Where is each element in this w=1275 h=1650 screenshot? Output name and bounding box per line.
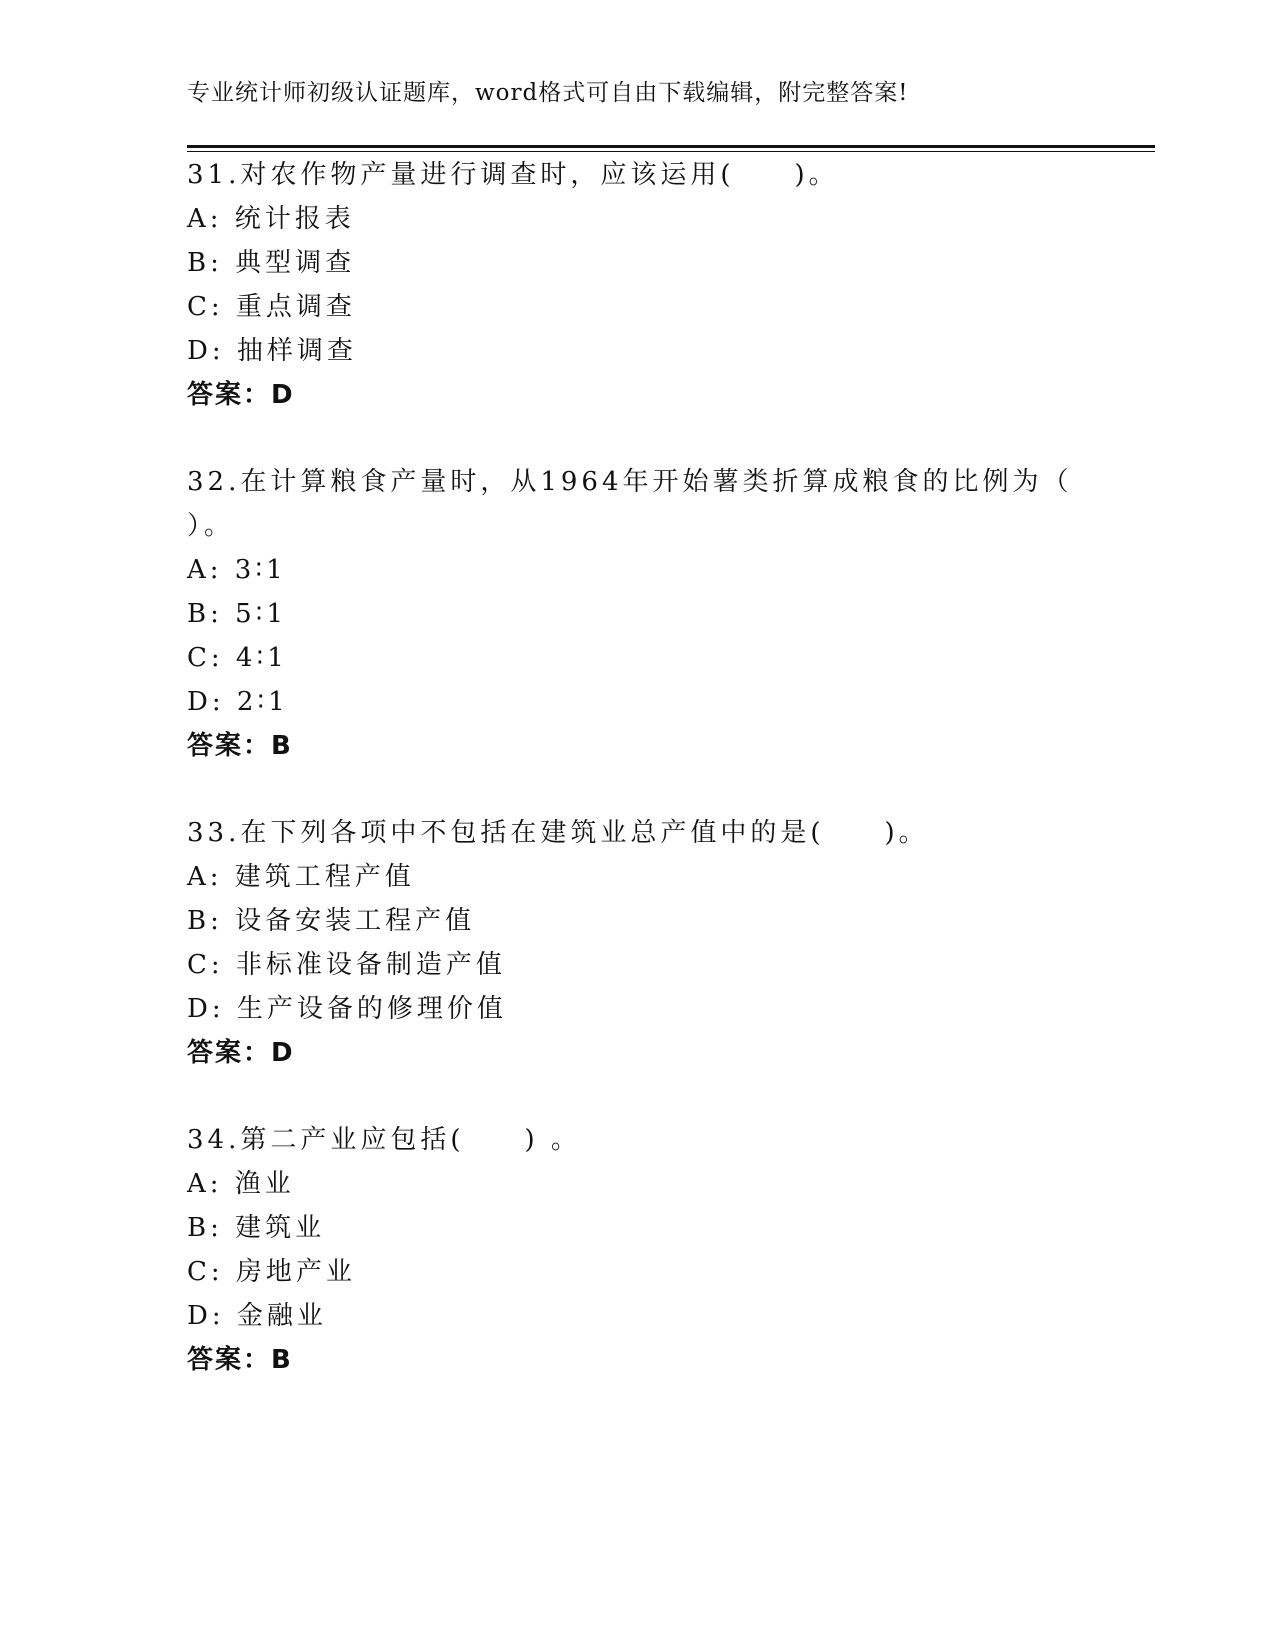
question-34-option-d: D: 金融业 [187,1301,327,1331]
header-rule-thick [187,145,1155,148]
header-rule-thin [187,151,1155,152]
page-header: 专业统计师初级认证题库，word格式可自由下载编辑，附完整答案! [187,80,909,106]
question-31-option-b: B: 典型调查 [187,248,356,278]
question-31-option-d: D: 抽样调查 [187,336,357,366]
question-32-answer: 答案：B [187,731,293,761]
question-34-option-a: A: 渔业 [187,1169,295,1199]
question-32-stem-continued: ）。 [187,511,235,541]
question-34-stem: 34.第二产业应包括( ) 。 [187,1125,581,1155]
question-34-option-c: C: 房地产业 [187,1257,356,1287]
question-32-option-c: C: 4∶1 [187,643,288,673]
question-32-option-b: B: 5∶1 [187,599,287,629]
question-33-option-d: D: 生产设备的修理价值 [187,994,507,1024]
question-32-option-d: D: 2∶1 [187,687,289,717]
question-32-stem: 32.在计算粮食产量时，从1964年开始薯类折算成粮食的比例为（ [187,467,1073,497]
question-33-answer: 答案：D [187,1038,295,1068]
question-31-option-c: C: 重点调查 [187,292,356,322]
question-33-option-c: C: 非标准设备制造产值 [187,950,506,980]
question-31-answer: 答案：D [187,380,295,410]
question-34-answer: 答案：B [187,1345,293,1375]
question-31-stem: 31.对农作物产量进行调查时，应该运用( )。 [187,160,839,190]
question-31-option-a: A: 统计报表 [187,204,355,234]
question-33-stem: 33.在下列各项中不包括在建筑业总产值中的是( )。 [187,818,929,848]
question-33-option-b: B: 设备安装工程产值 [187,906,476,936]
question-34-option-b: B: 建筑业 [187,1213,326,1243]
question-32-option-a: A: 3∶1 [187,555,287,585]
question-33-option-a: A: 建筑工程产值 [187,862,415,892]
